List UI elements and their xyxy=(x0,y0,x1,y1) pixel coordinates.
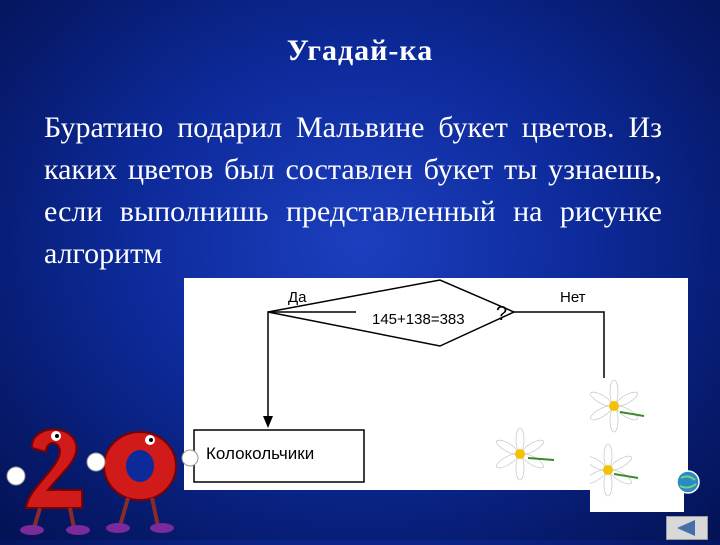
globe-icon xyxy=(676,466,700,500)
condition-question-mark: ? xyxy=(496,303,508,325)
no-branch-line xyxy=(514,312,604,388)
number-20-mascot xyxy=(0,418,200,545)
daisy-photo xyxy=(590,378,684,512)
back-arrow-icon xyxy=(667,517,707,539)
yes-branch-line xyxy=(268,312,356,420)
yes-label: Да xyxy=(288,289,307,306)
slide-body xyxy=(44,107,662,275)
daisy-icon xyxy=(590,380,644,432)
no-label: Нет xyxy=(560,289,586,306)
yes-branch-arrow xyxy=(263,416,273,428)
slide-body-text: Буратино подарил Мальвине букет цветов. Из каких цветов был составлен букет ты узнаешь, если выполнишь представленный на рисунке алгоритм xyxy=(44,111,662,270)
yes-result-text: Колокольчики xyxy=(206,444,315,463)
back-button[interactable] xyxy=(666,516,708,540)
slide-title: Угадай-ка xyxy=(286,34,434,67)
daisy-icon xyxy=(495,428,554,480)
daisy-icon xyxy=(590,444,638,496)
condition-text: 145+138=383 xyxy=(372,311,465,328)
